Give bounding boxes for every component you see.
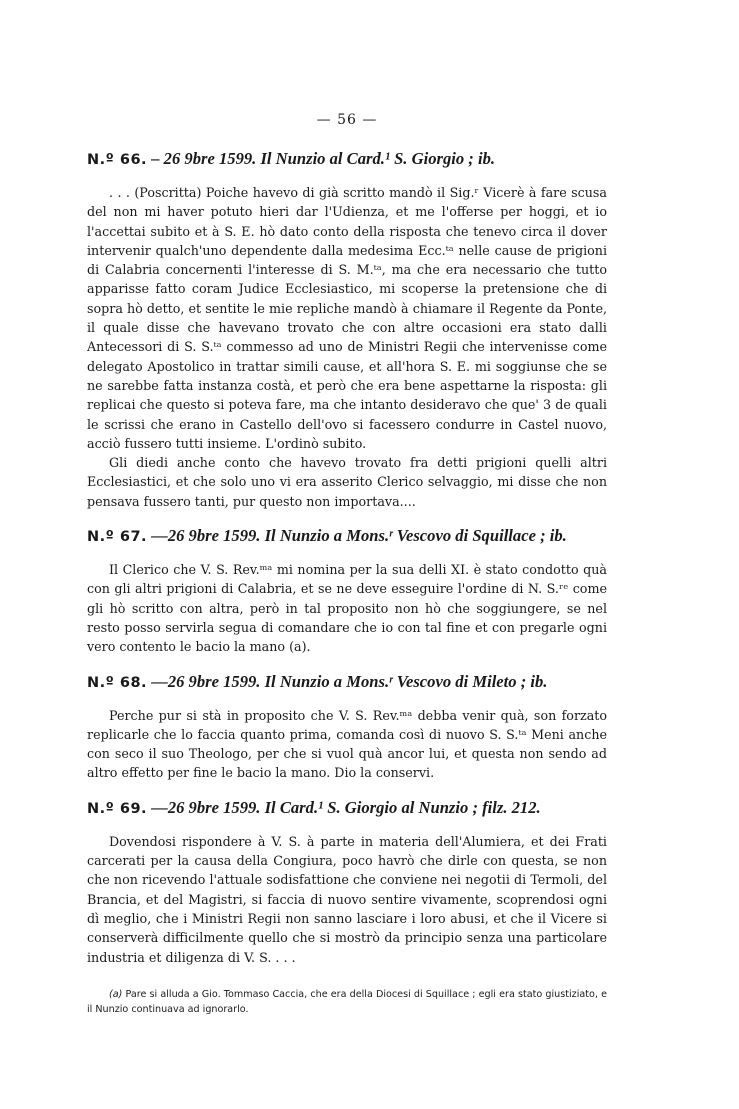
entry-title-69 bbox=[87, 798, 607, 819]
entry-title-67 bbox=[87, 526, 607, 547]
entries-container bbox=[87, 149, 607, 967]
paragraph: Gli diedi anche conto che havevo trovato fra detti prigioni quelli altri Ecclesiastici, et che solo uno vi era asserito Clerico selvaggio, mi disse che non pensava fussero tanti, pur questo non importava.... bbox=[87, 455, 607, 509]
entry-number: N.º 67. bbox=[87, 529, 148, 546]
paragraph: . . . (Poscritta) Poiche havevo di già scritto mandò il Sig.ʳ Vicerè à fare scusa del non mi haver potuto hieri dar l'Udienza, et me l'offerse per hoggi, et io l'accettai subito et à S. E. hò dato conto della risposta che tenevo circa il dover intervenir qualch'uno dependente dalla medesima Ecc.ᵗᵃ nelle cause de prigioni di Calabria concernenti l'interesse di S. M.ᵗᵃ, ma che era necessario che tutto apparisse fatto coram Judice Ecclesiastico, mi scoperse la pretensione che di sopra hò detto, et sentite le mie repliche mandò à chiamare il Regente da Ponte, il quale disse che havevano trovato che con altre occasioni era stato dalli Antecessori di S. S.ᵗᵃ commesso ad uno de Ministri Regii che intervenisse come delegato Apostolico in trattar simili cause, et all'hora S. E. mi soggiunse che se ne sarebbe fatta instanza costà, et però che era bene aspettarne la risposta: gli replicai che questo si poteva fare, ma che intanto desideravo che que' 3 de quali le scrissi che erano in Castello dell'ovo si facessero condurre in Castel nuovo, acciò fussero tutti insieme. L'ordinò subito. bbox=[87, 185, 607, 451]
entry-heading: – 26 9bre 1599. Il Nunzio al Card.¹ S. Giorgio ; ib. bbox=[151, 149, 496, 168]
entry-heading: —26 9bre 1599. Il Card.¹ S. Giorgio al Nunzio ; filz. 212. bbox=[151, 797, 541, 817]
paragraph: Il Clerico che V. S. Rev.ᵐᵃ mi nomina per la sua delli XI. è stato condotto quà con gli altri prigioni di Calabria, et se ne deve esseguire l'ordine di N. S.ʳᵉ come gli hò scritto con altra, però in tal proposito non hò che soggiungere, se nel resto posso servirla segua di comandare che io con tal fine et con pregarle ogni vero contento le bacio la mano (a). bbox=[87, 562, 607, 655]
entry-body-69 bbox=[87, 832, 607, 967]
entry-number: N.º 68. bbox=[87, 674, 148, 691]
document-page bbox=[87, 112, 607, 1018]
page-number: — 56 — bbox=[316, 112, 378, 128]
entry-number: N.º 66. bbox=[87, 152, 148, 168]
entry-body-66 bbox=[87, 183, 607, 511]
entry-title-66 bbox=[87, 149, 607, 170]
entry-heading: —26 9bre 1599. Il Nunzio a Mons.ʳ Vescovo di Squillace ; ib. bbox=[151, 526, 567, 546]
entry-body-68 bbox=[87, 706, 607, 783]
entry-heading: —26 9bre 1599. Il Nunzio a Mons.ʳ Vescovo di Mileto ; ib. bbox=[151, 671, 548, 691]
entry-title-68 bbox=[87, 672, 607, 693]
paragraph: Dovendosi rispondere à V. S. à parte in materia dell'Alumiera, et dei Frati carcerati per la causa della Congiura, poco havrò che dirle con questa, se non che non ricevendo l'attuale sodisfattione che conviene nei negotii di Termoli, del Brancia, et del Magistri, si faccia di nuovo sentire vivamente, scoprendosi ogni dì meglio, che i Ministri Regii non sanno lasciare i loro abusi, et che il Vicere si conserverà difficilmente quello che si mostrò da principio senza una particolare industria et diligenza di V. S. . . . bbox=[87, 833, 607, 965]
footnote-text: Pare si alluda a Gio. Tommaso Caccia, che era della Diocesi di Squillace ; egli era stato giustiziato, e il Nunzio continuava ad ignorarlo. bbox=[87, 988, 607, 1016]
paragraph: Perche pur si stà in proposito che V. S. Rev.ᵐᵃ debba venir quà, son forzato replicarle che lo faccia quanto prima, comanda così di nuovo S. S.ᵗᵃ Meni anche con seco il suo Theologo, per che si vuol quà ancor lui, et questa non sendo ad altro effetto per fine le bacio la mano. Dio la conservi. bbox=[87, 707, 607, 781]
footnote-mark: (a) bbox=[109, 988, 123, 1000]
entry-body-67 bbox=[87, 560, 607, 656]
entry-number: N.º 69. bbox=[87, 800, 148, 817]
footnote bbox=[87, 987, 607, 1018]
